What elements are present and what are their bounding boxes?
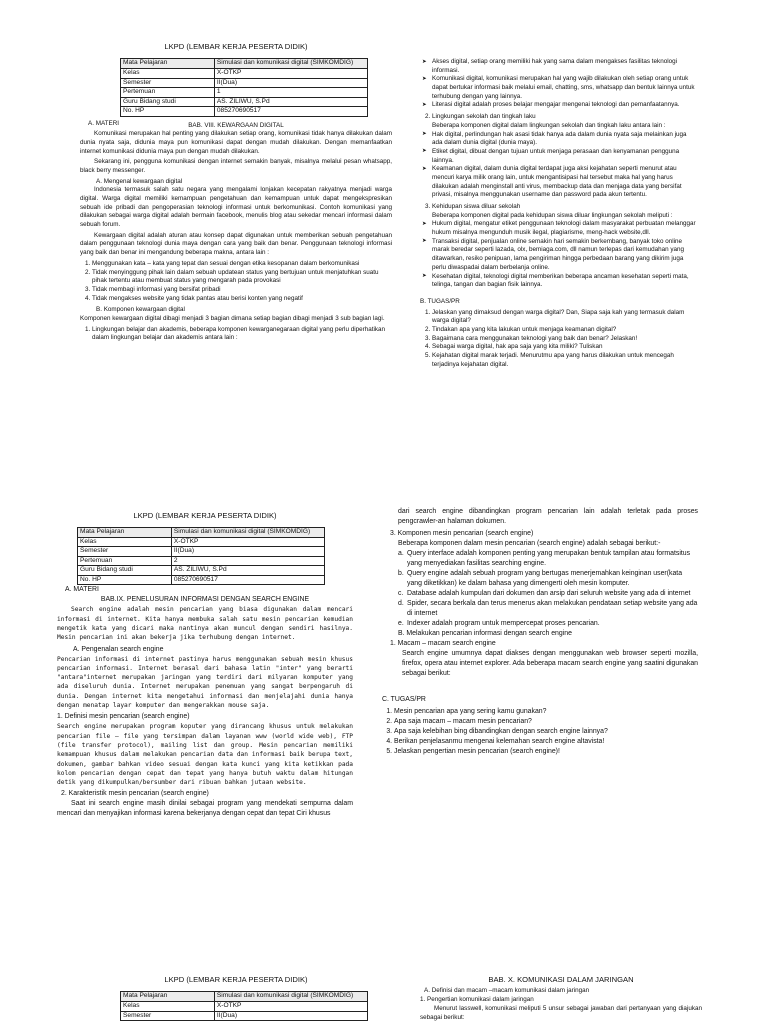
list-marker: b. [398,570,404,577]
page3-subheading: 1. Pengertian komunikasi dalam jaringan [420,996,534,1004]
table-label-cell: Mata Pelajaran [78,528,172,538]
page2-left-column [57,510,353,821]
page1-task-list [420,309,698,370]
page2-paragraph: dari search engine dibandingkan program pencarian lain adalah terletak pada proses pengcrawler-an halaman dokumen. [398,508,698,525]
page2-component-list [382,549,698,629]
list-item: ➤ Hak digital, perlindungan hak asasi tidak hanya ada dalam dunia nyata saja melainkan juga ada dalam dunia digital (dunia maya). [432,131,698,148]
page2-section-a: A. MATERI [65,586,99,594]
page2-subheading: 2. Karakteristik mesin pencarian (search engine) [61,790,209,798]
page3-title: LKPD (LEMBAR KERJA PESERTA DIDIK) [164,975,308,984]
table-label-cell: Kelas [121,1002,215,1012]
list-item: 2. Tidak menyinggung pihak lain dalam sebuah updatean status yang bertujuan untuk menjatuhkan suatu pihak tertentu atau membuat status yang mengarah pada provokasi [92,269,392,286]
page2-subheading: 1. Macam – macam search engine [390,640,496,647]
page1-section-a: A. MATERI [88,119,120,127]
table-label-cell: Semester [121,78,215,88]
list-item: ➤ Kesehatan digital, teknologi digital memberikan beberapa ancaman kesehatan seperti mata, telinga, tangan dan bagian fisik lainnya. [432,273,698,290]
page1-identity-table [120,58,368,116]
page1-bullets-outside [420,220,698,290]
list-item: 3. Apa saja kelebihan bing dibandingkan dengan search engine lainnya? [394,727,698,737]
page2-title: LKPD (LEMBAR KERJA PESERTA DIDIK) [133,511,277,520]
table-row [78,547,325,557]
list-item [382,569,698,589]
page1-paragraph: Komunikasi merupakan hal penting yang dilakukan setiap orang, komunikasi tidak hanya dilakukan dalam dunia nyata saja, didunia maya pun komunikasi dapat dengan mudah dilakukan. Dengan memanfaatkan internet komunikasi didunia maya pun dengan mudah dilakukan. [80,130,392,155]
page2-right-column [382,507,698,760]
list-text: Indexer adalah program untuk mempercepat proses pencarian. [407,620,600,627]
table-row [78,575,325,585]
list-item: ➤ Hukum digital, mengatur etiket penggunaan teknologi dalam masyarakat perbuatan melanggar hukum misalnya mengunduh musik ilegal, plagiarisme, meng-hack website,dll. [432,220,698,237]
list-marker: d. [398,600,404,607]
table-label-cell: Mata Pelajaran [121,992,215,1002]
page1-component-list [80,326,392,343]
list-text: Spider, secara berkala dan terus menerus akan melakukan pendataan setiap website yang ada di internet [407,600,698,617]
table-label-cell: Semester [78,547,172,557]
list-item: 4. Berikan penjelasanmu mengenai kelemahan search engine altavista! [394,737,698,747]
page1-subheading: B. Komponen kewargaan digital [96,306,185,314]
page3-subheading: A. Definisi dan macam –macam komunikasi dalam jaringan [424,987,590,995]
list-item: 4. Sebagai warga digital, hak apa saja yang kita miliki? Tuliskan [432,343,698,352]
page1-paragraph: Beberapa komponen digital pada kehidupan siswa diluar lingkungan sekolah meliputi : [432,211,673,219]
table-value-cell: X-OTKP [214,1002,367,1012]
table-row [121,1002,368,1012]
list-item: 2. Lingkungan sekolah dan tingkah laku [432,113,698,122]
page1-paragraph: Kewargaan digital adalah aturan atau konsep dapat digunakan untuk memberikan sebuah pengetahuan dalam penggunaan teknologi dunia maya dengan cara yang baik dan benar. Penggunaan teknologi informasi yang baik dan benar ini mengandung beberapa makna, antara lain : [80,231,392,257]
list-item: 3. Bagaimana cara menggunakan teknologi yang baik dan benar? Jelaskan! [432,335,698,344]
page2-paragraph: Saat ini search engine masih dinilai sebagai program yang mendekati sempurna dalam mencari dan menyajikan informasi karena bekerjanya dengan cepat dan tepat Ciri khusus [57,800,353,818]
page1-section-b: B. TUGAS/PR [420,297,460,305]
table-row [121,992,368,1002]
list-item: 3. Tidak membagi informasi yang bersifat pribadi [92,286,392,295]
table-value-cell: II(Dua) [214,78,367,88]
list-item: 5. Kejahatan digital marak terjadi. Menurutmu apa yang harus dilakukan untuk mencegah terjadinya kejahatan digital. [432,352,698,369]
table-value-cell: AS. ZILIWU, S.Pd [214,97,367,107]
table-value-cell: Simulasi dan komunikasi digital (SIMKOMDIG) [214,992,367,1002]
table-value-cell: II(Dua) [214,1011,367,1021]
page2-task-list [382,707,698,757]
table-row [78,556,325,566]
page2-chapter-title: BAB.IX. PENELUSURAN INFORMASI DENGAN SEARCH ENGINE [100,596,310,604]
table-row [121,78,368,88]
table-row [78,566,325,576]
list-marker: e. [398,620,404,627]
page1-left-column [80,42,392,346]
table-label-cell: Mata Pelajaran [121,59,215,69]
page3-identity-table [120,991,368,1021]
list-item: ➤ Literasi digital adalah proses belajar mengajar mengenai teknologi dan pemanfaatannya. [432,101,698,110]
page1-title: LKPD (LEMBAR KERJA PESERTA DIDIK) [164,42,308,51]
page2-paragraph: Beberapa komponen dalam mesin pencarian (search engine) adalah sebagai berikut:- [398,540,661,547]
table-row [121,1011,368,1021]
page1-numbered-heading [420,113,698,122]
table-row [121,97,368,107]
table-label-cell: No. HP [121,107,215,117]
table-value-cell: 085270690517 [171,575,324,585]
page3-right-column [420,975,702,1024]
list-item [382,599,698,619]
table-value-cell: X-OTKP [171,537,324,547]
table-row [121,107,368,117]
list-item: 2. Tindakan apa yang kita lakukan untuk menjaga keamanan digital? [432,326,698,335]
table-row [78,528,325,538]
page2-subheading: B. Melakukan pencarian informasi dengan search engine [398,630,572,637]
page1-bullets-school [420,131,698,201]
table-value-cell: 2 [171,556,324,566]
page2-paragraph: Pencarian informasi di internet pastinya harus menggunakan sebuah mesin khusus pencarian informasi. Internet berasal dari bahasa latin "inter" yang berarti "antara"internet merupakan jaringan yang terdiri dari milyaran komputer yang ada diseluruh dunia. Internet merupakan penemuan yang sangat berpengaruh di dunia. Dengan internet kita mengetahui informasi dan menjelajahi dunia hanya dengan menatap layar komputer dan mengerakkan mouse saja. [57,655,353,710]
page1-subheading: A. Mengenal kewargaan digital [96,177,183,185]
page1-usage-list [80,260,392,303]
table-value-cell: Simulasi dan komunikasi digital (SIMKOMDIG) [171,528,324,538]
page1-numbered-heading [420,203,698,212]
list-item: 3. Kehidupan siswa diluar sekolah [432,203,698,212]
list-item [382,619,698,629]
page1-chapter-title: BAB. VIII. KEWARGAAN DIGITAL [188,121,284,129]
table-row [121,88,368,98]
list-item [382,589,698,599]
list-marker: c. [398,590,404,597]
list-item: 1. Lingkungan belajar dan akademis, beberapa komponen kewarganegaraan digital yang perlu diperhatikan dalam lingkungan belajar dan akademis antara lain : [92,326,392,343]
page1-paragraph: Indonesia termasuk salah satu negara yang mengalami lonjakan kecepatan rakyatnya menjadi warga digital. Warga digital memiliki kemampuan pengetahuan dan kemampuan untuk dapat mengekspresikan sebuah ide pribadi dan pengoperasian teknologi informasi untuk berkomunikasi. Contoh komunikasi yang dilakukan sebagai warga digital adalah bermain facebook, menulis blog atau sekedar mencari informasi dalam sebuah forum. [80,186,392,229]
list-item: ➤ Transaksi digital, penjualan online semakin hari semakin berkembang, banyak toko online marak beredar seperti lazada, olx, bemiaga.com, dll namun terlepas dari kemudahan yang ditawarkan, resiko penipuan, lama pengiriman hingga perbedaan barang yang dikirim juga perlu diwaspadai dalam berbelanja online. [432,238,698,273]
table-label-cell: Pertemuan [121,88,215,98]
list-item: ➤ Keamanan digital, dalam dunia digital terdapat juga aksi kejahatan seperti menurut atau mencuri karya milik orang lain, untuk mengantisipasi hal tersebut maka hal yang harus dilakukan adalah menginstall anti virus, membackup data dan menjaga data yang bersifat privasi, misalnya menggunakan username dan password pada akun tertentu. [432,165,698,200]
table-value-cell: AS. ZILIWU, S.Pd [171,566,324,576]
page2-subheading: A. Pengenalan search engine [73,645,164,653]
table-value-cell: Simulasi dan komunikasi digital (SIMKOMDIG) [214,59,367,69]
page2-section-c: C. TUGAS/PR [382,696,426,703]
table-value-cell: 1 [214,88,367,98]
page1-right-column [420,58,698,372]
list-text: Query interface adalah komponen penting yang merupakan bentuk tampilan atau formatsitus yang menyediakan fasilitas searching engine. [407,550,691,567]
page2-paragraph: Search engine merupakan program koputer yang dirancang khusus untuk melakukan pencarian file – file yang tersimpan dalam layanan www (world wide web), FTP (file transfer protocol), mailing list dan group. Mesin pencarian memiliki kemampuan khusus dalam melakukan pencarian data dan informasi baik berupa text, dokumen, gambar bahkan video sesuai dengan kata kunci yang kita ketikkan pada kolom pencarian dengan cepat dan tepat yang hanya butuh waktu dalam hitungan detik yang dikumpulkan/bersumber dari ribuan bahkan jutaan website. [57,723,353,787]
table-label-cell: Pertemuan [78,556,172,566]
table-label-cell: No. HP [78,575,172,585]
list-text: Query engine adalah sebuah program yang bertugas menerjemahkan keinginan user(kata yang diketikkan) ke dalam bahasa yang dimengerti oleh mesin komputer. [407,570,683,587]
page2-paragraph: Search engine umumnya dapat diakses dengan menggunakan web browser seperti mozilla, firefox, opera atau internet explorer. Ada beberapa macam search engine yang saatini digunakan sebagai berikut: [402,650,698,677]
page3-paragraph: Menurut lasswell, komunikasi meliputi 5 unsur sebagai jawaban dari pertanyaan yang diajukan sebagai berikut: [420,1004,702,1021]
table-label-cell: Semester [121,1011,215,1021]
table-label-cell: Kelas [78,537,172,547]
table-row [121,59,368,69]
list-item: ➤ Komunikasi digital, komunikasi merupakan hal yang wajib dilakukan oleh setiap orang untuk dapat bertukar informasi baik melalui email, chatting, sms, whatsapp dan bentuk lainnya untuk terhubung dengan yang lainnya. [432,75,698,101]
list-item: 4. Tidak mengakses website yang tidak pantas atau berisi konten yang negatif [92,295,392,304]
page3-left-column [80,975,392,1021]
table-label-cell: Guru Bidang studi [78,566,172,576]
table-value-cell: II(Dua) [171,547,324,557]
page1-paragraph: Sekarang ini, pengguna komunikasi dengan internet semakin banyak, misalnya melalui pesan whatsapp, black berry messenger. [80,158,392,174]
page2-identity-table [77,527,325,585]
table-value-cell: 085270690517 [214,107,367,117]
page1-paragraph: Beberapa komponen digital dalam lingkungan sekolah dan tingkah laku antara lain : [432,121,666,129]
page2-paragraph: Search engine adalah mesin pencarian yang biasa digunakan dalam mencari informasi di internet. Kita hanya membuka salah satu mesin pencarian kemudian mengetik kata yang dicari maka nantinya akan muncul dengan sendiri hasilnya. Mesin pencarian ini akan bekerja jika terhubung dengan internet. [57,606,353,642]
table-value-cell: X-OTKP [214,69,367,79]
list-marker: a. [398,550,404,557]
page1-paragraph: Komponen kewargaan digital dibagi menjadi 3 bagian dimana setiap bagian dibagi menjadi 3 sub bagian lagi. [80,314,385,322]
list-text: Database adalah kumpulan dari dokumen dan arsip dari seluruh website yang ada di internet [407,590,691,597]
list-item: 5. Jelaskan pengertian mesin pencarian (search engine)! [394,747,698,757]
page2-subheading: 3. Komponen mesin pencarian (search engine) [390,530,534,537]
page2-subheading: 1. Definisi mesin pencarian (search engine) [57,713,190,721]
list-item: 1. Jelaskan yang dimaksud dengan warga digital? Dan, Siapa saja kah yang termasuk dalam warga digital? [432,309,698,326]
list-item [382,549,698,569]
table-label-cell: Guru Bidang studi [121,97,215,107]
page1-bullets-academic [420,58,698,110]
page3-chapter-title: BAB. X. KOMUNIKASI DALAM JARINGAN [488,975,634,984]
list-item: 1. Menggunakan kata – kata yang tepat dan sesuai dengan etika kesopanan dalam berkomunikasi [92,260,392,269]
list-item: 2. Apa saja macam – macam mesin pencarian? [394,717,698,727]
list-item: ➤ Akses digital, setiap orang memiliki hak yang sama dalam mengakses fasilitas teknologi informasi. [432,58,698,75]
list-item: ➤ Etiket digital, dibuat dengan tujuan untuk menjaga perasaan dan kenyamanan pengguna lainnya. [432,148,698,165]
table-row [78,537,325,547]
table-label-cell: Kelas [121,69,215,79]
table-row [121,69,368,79]
list-item: 1. Mesin pencarian apa yang sering kamu gunakan? [394,707,698,717]
